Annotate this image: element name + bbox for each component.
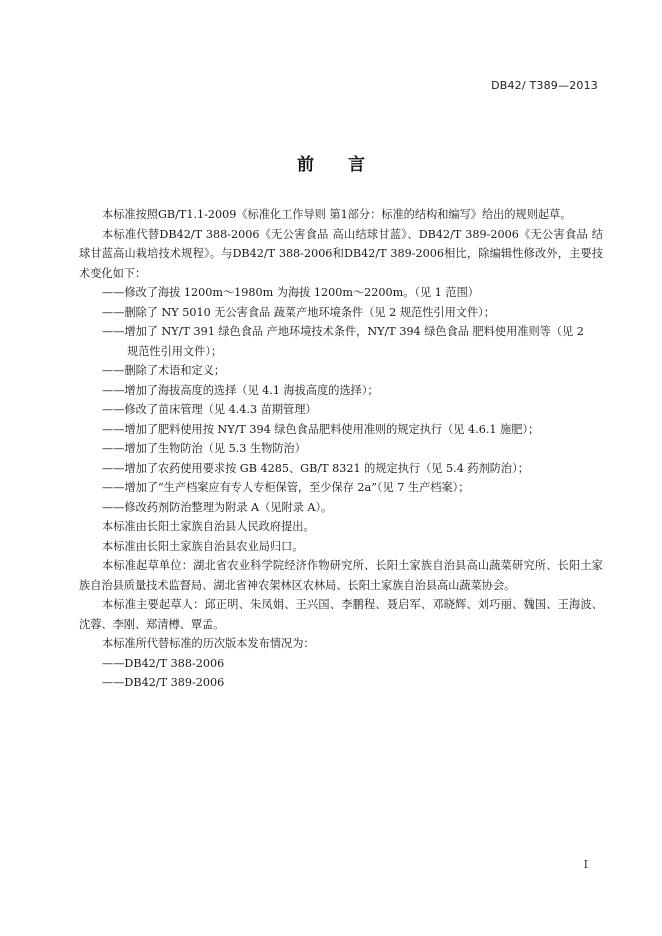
change-item: ——增加了生物防治（见 5.3 生物防治） <box>102 442 306 455</box>
paragraph-history-intro: 本标准所代替标准的历次版本发布情况为： <box>102 637 315 650</box>
document-code: DB42/ T389—2013 <box>491 79 598 92</box>
change-item: ——增加了农药使用要求按 GB 4285、GB/T 8321 的规定执行（见 5.4 药剂防治）； <box>102 461 529 475</box>
change-item: ——修改了苗床管理（见 4.4.3 苗期管理） <box>102 403 317 416</box>
change-item: ——修改了海拔 1200m～1980m 为海拔 1200m～2200m。（见 1 范围） <box>102 286 479 299</box>
page-number: I <box>583 858 588 871</box>
change-item: ——删除了 NY 5010 无公害食品 蔬菜产地环境条件（见 2 规范性引用文件）； <box>102 305 495 319</box>
change-item-continuation: 规范性引用文件）； <box>127 344 223 358</box>
foreword-body <box>79 205 603 693</box>
change-item-text: ——增加了 NY/T 391 绿色食品 产地环境技术条件，NY/T 394 绿色食品 肥料使用准则等（见 2 <box>102 325 584 338</box>
change-item: ——增加了“生产档案应有专人专柜保管，至少保存 2a”（见 7 生产档案）； <box>102 481 470 494</box>
paragraph-drafting-rules: 本标准按照GB/T1.1-2009《标准化工作导则 第1部分：标准的结构和编写》给出的规则起草。 <box>102 208 572 221</box>
history-item: ——DB42/T 389-2006 <box>102 676 225 689</box>
change-item: ——修改药剂防治整理为附录 A（见附录 A）。 <box>102 500 333 514</box>
paragraph-proposer: 本标准由长阳土家族自治县人民政府提出。 <box>102 520 315 533</box>
change-item <box>79 322 603 361</box>
change-item: ——增加了海拔高度的选择（见 4.1 海拔高度的选择）； <box>102 383 379 397</box>
page-title: 前言 <box>297 155 399 175</box>
paragraph-administrator: 本标准由长阳土家族自治县农业局归口。 <box>102 539 304 553</box>
change-item: ——删除了术语和定义； <box>102 364 226 377</box>
paragraph-replacement: 本标准代替DB42/T 388-2006《无公害食品 高山结球甘蓝》、DB42/T 389-2006《无公害食品 结球甘蓝高山栽培技术规程》。与DB42/T 388-2006和DB42/T 389-2006相比，除编辑性修改外，主要技术变化如下： <box>79 227 603 280</box>
paragraph-drafters: 本标准主要起草人：邱正明、朱凤娟、王兴国、李鹏程、聂启军、邓晓辉、刘巧丽、魏国、王海波、沈蓉、李刚、郑清樽、覃孟。 <box>79 598 603 631</box>
history-item: ——DB42/T 388-2006 <box>102 656 225 670</box>
change-item: ——增加了肥料使用按 NY/T 394 绿色食品肥料使用准则的规定执行（见 4.6.1 施肥）； <box>102 422 540 436</box>
paragraph-drafting-units: 本标准起草单位：湖北省农业科学院经济作物研究所、长阳土家族自治县高山蔬菜研究所、长阳土家族自治县质量技术监督局、湖北省神农架林区农林局、长阳土家族自治县高山蔬菜协会。 <box>79 559 603 592</box>
